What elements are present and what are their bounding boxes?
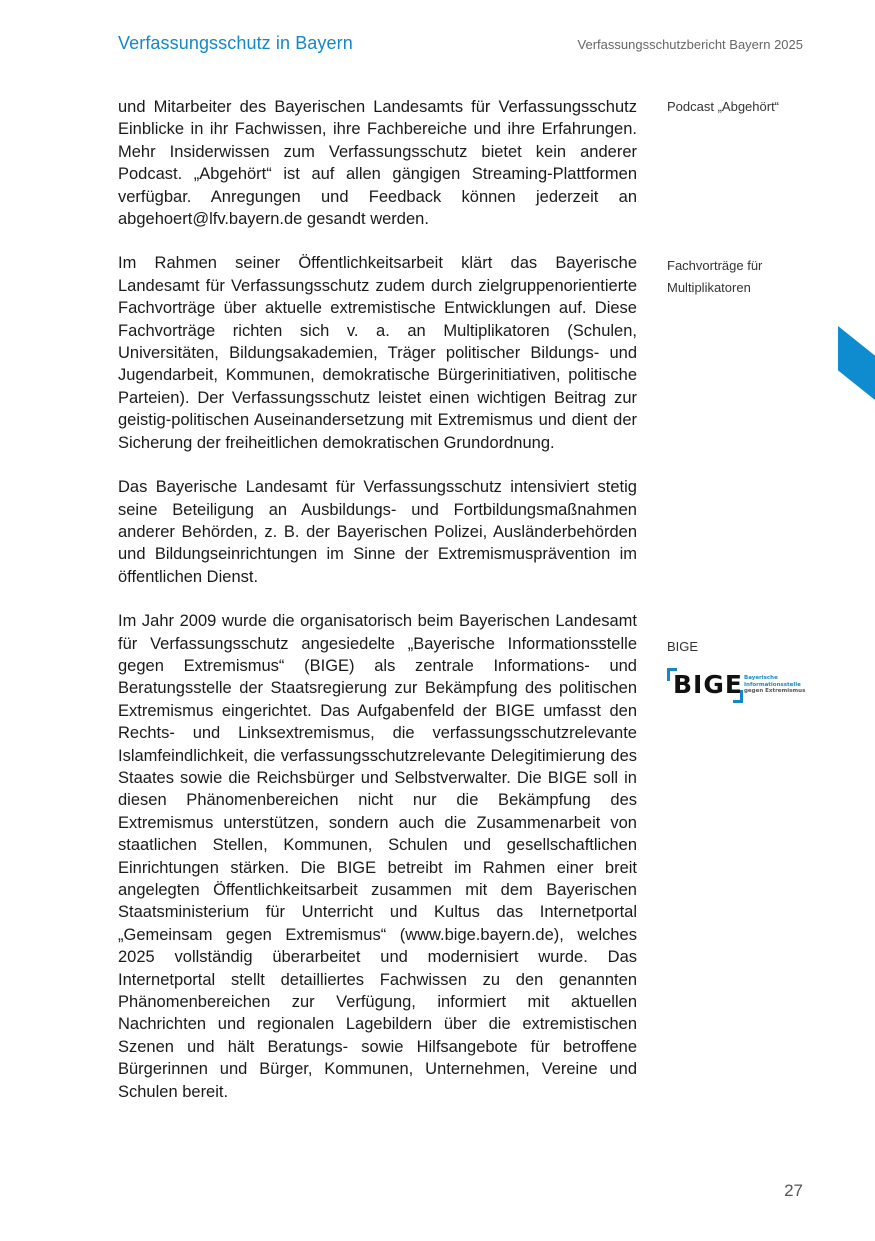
paragraph-fortbildung: Das Bayerische Landesamt für Verfassungsschutz intensiviert stetig seine Beteiligung an Ausbildungs- und Fortbildungsmaßnahmen anderer Behörden, z. B. der Bayerischen Polizei, Ausländerbehörden und Bildungseinrichtungen im Sinne der Extremismusprävention im öffentlichen Dienst. bbox=[118, 478, 637, 586]
bige-logo-line2: Informationsstelle bbox=[744, 681, 801, 688]
report-header-title: Verfassungsschutzbericht Bayern 2025 bbox=[577, 37, 803, 52]
margin-note-podcast: Podcast „Abgehört“ bbox=[667, 99, 780, 114]
page-number: 27 bbox=[784, 1181, 803, 1200]
section-header-title: Verfassungsschutz in Bayern bbox=[118, 33, 353, 53]
margin-note-fachvortraege: Fachvorträge für Multiplikatoren bbox=[667, 258, 763, 295]
bige-logo-subtitle bbox=[744, 675, 805, 695]
main-text-column bbox=[118, 96, 637, 1125]
margin-note-bige: BIGE bbox=[667, 639, 699, 654]
bige-logo-line1: Bayerische bbox=[744, 675, 778, 681]
bige-logo bbox=[667, 668, 807, 704]
paragraph-bige: Im Jahr 2009 wurde die organisatorisch beim Bayerischen Landesamt für Verfassungsschutz angesiedelte „Bayerische Informationsstelle gegen Extremismus“ (BIGE) als zentrale Informations- und Beratungsstelle der Staatsregierung zur Bekämpfung des politischen Extremismus eingerichtet. Das Aufgabenfeld der BIGE umfasst den Rechts- und Linksextremismus, die verfassungsschutzrelevante Islamfeindlichkeit, die verfassungsschutzrelevante Delegitimierung des Staates sowie die Reichsbürger und Selbstverwalter. Die BIGE soll in diesen Phänomenbereichen nicht nur die Bekämpfung des Extremismus unterstützen, sondern auch die Zusammenarbeit von staatlichen Stellen, Kommunen, Schulen und gesellschaftlichen Einrichtungen stärken. Die BIGE betreibt im Rahmen einer breit angelegten Öffentlichkeitsarbeit zusammen mit dem Bayerischen Staatsministerium für Unterricht und Kultus das Internetportal „Gemeinsam gegen Extremismus“ (www.bige.bayern.de), welches 2025 vollständig überarbeitet und modernisiert wurde. Das Internetportal stellt detailliertes Fachwissen zu den genannten Phänomenbereichen zur Verfügung, informiert mit aktuellen Nachrichten und regionalen Lagebildern über die extremistischen Szenen und hält Beratungs- sowie Hilfsangebote für betroffene Bürgerinnen und Bürger, Kommunen, Unternehmen, Vereine und Schulen bereit. bbox=[118, 612, 637, 1101]
paragraph-fachvortraege: Im Rahmen seiner Öffentlichkeitsarbeit klärt das Bayerische Landesamt für Verfassungsschutz zudem durch zielgruppenorientierte Fachvorträge über aktuelle extremistische Entwicklungen auf. Diese Fachvorträge richten sich v. a. an Multiplikatoren (Schulen, Universitäten, Bildungsakademien, Träger politischer Bildungs- und Jugendarbeit, Kommunen, demokratische Bürgerinitiativen, politische Parteien). Der Verfassungsschutz leistet einen wichtigen Beitrag zur geistig-politischen Auseinandersetzung mit Extremismus und dient der Sicherung der freiheitlichen demokratischen Grundordnung. bbox=[118, 254, 637, 452]
bige-logo-word: BIGE bbox=[673, 670, 743, 699]
logo-corner-bottom-right bbox=[733, 690, 743, 703]
chapter-side-tab bbox=[838, 326, 875, 400]
paragraph-podcast: und Mitarbeiter des Bayerischen Landesamts für Verfassungsschutz Einblicke in ihr Fachwissen, ihre Fachbereiche und ihre Erfahrungen. Mehr Insiderwissen zum Verfassungsschutz bietet kein anderer Podcast. „Abgehört“ ist auf allen gängigen Streaming-Plattformen verfügbar. Anregungen und Feedback können jederzeit an abgehoert@lfv.bayern.de gesandt werden. bbox=[118, 98, 637, 229]
bige-logo-line3: gegen Extremismus bbox=[744, 688, 806, 694]
